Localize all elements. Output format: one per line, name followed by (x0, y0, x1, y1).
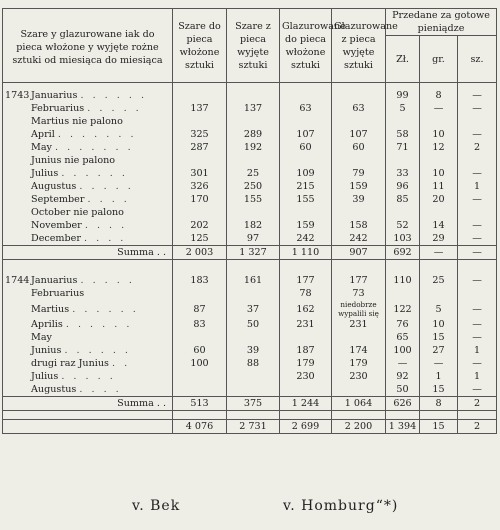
glazed-in-value: 231 (280, 318, 332, 331)
glazed-in-value (280, 383, 332, 397)
gr-value (420, 287, 458, 300)
glazed-in-value: 60 (280, 141, 332, 154)
leader-dots: . . . . . . . (55, 142, 134, 153)
summa-glazed-out: 1 064 (332, 397, 386, 411)
zl-value: 5 (386, 102, 420, 115)
month-name: May (31, 142, 52, 153)
glazed-in-value (280, 154, 332, 167)
sz-value: — (458, 219, 497, 232)
sz-value (458, 206, 497, 219)
month-row (3, 206, 497, 219)
glazed-out-value (332, 383, 386, 397)
zl-value: 76 (386, 318, 420, 331)
sz-value: 2 (458, 141, 497, 154)
total-grey-in: 4 076 (173, 420, 227, 434)
leader-dots: . . . . . (80, 275, 135, 286)
glazed-out-value (332, 83, 386, 103)
sz-value: — (458, 102, 497, 115)
gr-value: 29 (420, 232, 458, 246)
header-row (3, 9, 497, 36)
glazed-in-value: 215 (280, 180, 332, 193)
sz-value: 1 (458, 370, 497, 383)
summa-grey-in: 2 003 (173, 246, 227, 260)
gr-value: 15 (420, 383, 458, 397)
total-gr: 15 (420, 420, 458, 434)
sz-value: — (458, 232, 497, 246)
header-sz: sz. (458, 36, 497, 83)
gr-value: 10 (420, 318, 458, 331)
grey-out-value (227, 370, 280, 383)
gr-value (420, 115, 458, 128)
gr-value: 20 (420, 193, 458, 206)
glazed-in-value (280, 206, 332, 219)
month-cell (3, 154, 173, 167)
glazed-in-value: 242 (280, 232, 332, 246)
month-name: Januarius (31, 275, 78, 286)
grey-out-value: 25 (227, 167, 280, 180)
month-row (3, 370, 497, 383)
summa-zl: 692 (386, 246, 420, 260)
month-cell (3, 383, 173, 397)
glazed-in-value: 179 (280, 357, 332, 370)
month-name: Februarius (31, 288, 85, 299)
summa-label: Summa . . (3, 397, 173, 411)
zl-value: 58 (386, 128, 420, 141)
sz-value: — (458, 383, 497, 397)
total-grey-out: 2 731 (227, 420, 280, 434)
glazed-out-value (332, 206, 386, 219)
summa-gr: — (420, 246, 458, 260)
glazed-out-value: 231 (332, 318, 386, 331)
grey-out-value (227, 331, 280, 344)
glazed-in-value: 159 (280, 219, 332, 232)
month-name: November (31, 220, 82, 231)
month-name: Junius nie palono (31, 155, 116, 166)
glazed-out-value: 107 (332, 128, 386, 141)
sz-value: — (458, 167, 497, 180)
month-name: Januarius (31, 90, 78, 101)
grey-in-value: 325 (173, 128, 227, 141)
year-label: 1743 (5, 90, 30, 101)
signatures (0, 498, 500, 522)
sz-value: — (458, 357, 497, 370)
month-cell (3, 102, 173, 115)
month-name: drugi raz Junius (31, 358, 109, 369)
grey-in-value: 87 (173, 300, 227, 318)
sz-value: 1 (458, 344, 497, 357)
month-name: September (31, 194, 85, 205)
summa-glazed-out: 907 (332, 246, 386, 260)
month-row (3, 357, 497, 370)
glazed-out-value (332, 154, 386, 167)
zl-value: 33 (386, 167, 420, 180)
gr-value: 10 (420, 128, 458, 141)
gr-value: 8 (420, 83, 458, 103)
month-cell (3, 180, 173, 193)
leader-dots: . . . . . . (80, 90, 148, 101)
grey-in-value (173, 83, 227, 103)
total-zl: 1 394 (386, 420, 420, 434)
month-row (3, 102, 497, 115)
gr-value: 1 (420, 370, 458, 383)
summa-sz: — (458, 246, 497, 260)
grey-out-value: 250 (227, 180, 280, 193)
glazed-out-value (332, 331, 386, 344)
glazed-in-value: 78 (280, 287, 332, 300)
grey-in-value: 60 (173, 344, 227, 357)
leader-dots: . . . . . . (72, 303, 139, 315)
month-row (3, 232, 497, 246)
month-cell (3, 193, 173, 206)
glazed-out-value (332, 115, 386, 128)
gr-value: 10 (420, 167, 458, 180)
leader-dots: . . . . . . (65, 319, 133, 330)
header-sold: Przedane za gotowe pieniądze (386, 9, 497, 36)
leader-dots: . . . . (79, 384, 122, 395)
header-glazed-out: Glazurowane z pieca wyjęte sztuki (332, 9, 386, 83)
month-row (3, 180, 497, 193)
month-cell (3, 115, 173, 128)
month-row (3, 193, 497, 206)
month-cell (3, 344, 173, 357)
glazed-in-value: 230 (280, 370, 332, 383)
total-row (3, 420, 497, 434)
grey-out-value (227, 287, 280, 300)
header-grey-in: Szare do pieca włożone sztuki (173, 9, 227, 83)
note-text: niedobrze wypalili się (338, 300, 379, 318)
glazed-in-value (280, 115, 332, 128)
month-row (3, 331, 497, 344)
summa-glazed-in: 1 110 (280, 246, 332, 260)
month-name: Aprilis (31, 319, 63, 330)
zl-value: 52 (386, 219, 420, 232)
glazed-in-value: 187 (280, 344, 332, 357)
sz-value: — (458, 128, 497, 141)
summa-row (3, 397, 497, 411)
glazed-in-value: 107 (280, 128, 332, 141)
month-cell (3, 331, 173, 344)
gr-value: 14 (420, 219, 458, 232)
zl-value (386, 154, 420, 167)
glazed-out-value: 63 (332, 102, 386, 115)
leader-dots: . . (112, 358, 131, 369)
glazed-out-value: 177 (332, 268, 386, 287)
summa-sz: 2 (458, 397, 497, 411)
zl-value: 103 (386, 232, 420, 246)
summa-label: Summa . . (3, 246, 173, 260)
month-name: Martius (31, 303, 70, 315)
glazed-in-value: 162 (280, 300, 332, 318)
sz-value (458, 154, 497, 167)
gr-value: — (420, 102, 458, 115)
month-cell (3, 141, 173, 154)
month-name: October nie palono (31, 207, 124, 218)
month-name: Februarius (31, 103, 85, 114)
zl-value: 122 (386, 300, 420, 318)
grey-out-value (227, 206, 280, 219)
sz-value: — (458, 300, 497, 318)
leader-dots: . . . . . (87, 103, 142, 114)
grey-out-value: 161 (227, 268, 280, 287)
grey-out-value (227, 154, 280, 167)
glazed-out-value: 73 (332, 287, 386, 300)
grey-out-value (227, 383, 280, 397)
header-zl: Zł. (386, 36, 420, 83)
month-name: Augustus (31, 384, 77, 395)
month-row (3, 83, 497, 103)
glazed-out-value: 179 (332, 357, 386, 370)
glazed-in-value: 109 (280, 167, 332, 180)
sz-value: — (458, 318, 497, 331)
sz-value (458, 287, 497, 300)
header-gr: gr. (420, 36, 458, 83)
sz-value: — (458, 268, 497, 287)
sz-value: — (458, 83, 497, 103)
month-row (3, 128, 497, 141)
month-row (3, 141, 497, 154)
glazed-in-value (280, 83, 332, 103)
grey-in-value: 137 (173, 102, 227, 115)
signature-homburg: v. Homburg“*) (283, 498, 399, 514)
leader-dots: . . . . . (79, 181, 134, 192)
gr-value: 5 (420, 300, 458, 318)
leader-dots: . . . . . (61, 371, 116, 382)
zl-value: 92 (386, 370, 420, 383)
grey-in-value (173, 206, 227, 219)
zl-value: 110 (386, 268, 420, 287)
month-cell (3, 83, 173, 103)
month-name: Julius (31, 168, 59, 179)
ledger-table (2, 8, 497, 434)
grey-out-value: 39 (227, 344, 280, 357)
leader-dots: . . . . . . (61, 168, 128, 179)
summa-grey-out: 1 327 (227, 246, 280, 260)
month-cell (3, 287, 173, 300)
glazed-in-value: 63 (280, 102, 332, 115)
gr-value: 25 (420, 268, 458, 287)
zl-value (386, 115, 420, 128)
gr-value: 27 (420, 344, 458, 357)
leader-dots: . . . . . . . (57, 129, 137, 140)
month-row (3, 300, 497, 318)
month-row (3, 287, 497, 300)
grey-in-value: 183 (173, 268, 227, 287)
sz-value: — (458, 193, 497, 206)
zl-value: 65 (386, 331, 420, 344)
grey-in-value: 125 (173, 232, 227, 246)
total-glazed-out: 2 200 (332, 420, 386, 434)
grey-in-value: 301 (173, 167, 227, 180)
glazed-in-value: 177 (280, 268, 332, 287)
grey-in-value: 326 (173, 180, 227, 193)
gr-value (420, 154, 458, 167)
zl-value: — (386, 357, 420, 370)
gr-value: 12 (420, 141, 458, 154)
spacer-row (3, 260, 497, 269)
month-name: December (31, 233, 81, 244)
grey-in-value: 100 (173, 357, 227, 370)
sz-value (458, 115, 497, 128)
zl-value (386, 287, 420, 300)
summa-row (3, 246, 497, 260)
month-name: Julius (31, 371, 59, 382)
grand-total (3, 420, 497, 434)
header-glazed-in: Glazurowane do pieca włożone sztuki (280, 9, 332, 83)
month-name: April (31, 129, 55, 140)
glazed-out-value: 158 (332, 219, 386, 232)
grey-out-value (227, 115, 280, 128)
month-row (3, 154, 497, 167)
glazed-out-value: 230 (332, 370, 386, 383)
grey-out-value: 97 (227, 232, 280, 246)
summa-zl: 626 (386, 397, 420, 411)
spacer-row (3, 411, 497, 420)
leader-dots: . . . . . . (64, 345, 131, 356)
glazed-out-value: 174 (332, 344, 386, 357)
summa-grey-out: 375 (227, 397, 280, 411)
sz-value: — (458, 331, 497, 344)
header-description: Szare y glazurowane iak do pieca włożone y wyjęte rożne sztuki od miesiąca do miesiąca (3, 9, 173, 83)
month-row (3, 115, 497, 128)
zl-value (386, 206, 420, 219)
grey-out-value: 182 (227, 219, 280, 232)
year-label: 1744 (5, 275, 30, 286)
sz-value: 1 (458, 180, 497, 193)
grey-in-value: 170 (173, 193, 227, 206)
month-row (3, 167, 497, 180)
month-cell (3, 167, 173, 180)
leader-dots: . . . . (84, 220, 128, 231)
grey-in-value (173, 370, 227, 383)
gr-value: — (420, 357, 458, 370)
glazed-out-value: 79 (332, 167, 386, 180)
gr-value (420, 206, 458, 219)
grey-out-value: 155 (227, 193, 280, 206)
month-cell (3, 128, 173, 141)
grey-in-value (173, 115, 227, 128)
section-1744 (3, 268, 497, 420)
month-row (3, 383, 497, 397)
summa-gr: 8 (420, 397, 458, 411)
glazed-in-value (280, 331, 332, 344)
summa-grey-in: 513 (173, 397, 227, 411)
grey-in-value (173, 331, 227, 344)
month-cell (3, 219, 173, 232)
grey-in-value (173, 383, 227, 397)
grey-out-value: 88 (227, 357, 280, 370)
grey-out-value (227, 83, 280, 103)
month-cell (3, 370, 173, 383)
grey-in-value: 202 (173, 219, 227, 232)
month-cell (3, 357, 173, 370)
gr-value: 15 (420, 331, 458, 344)
total-glazed-in: 2 699 (280, 420, 332, 434)
leader-dots: . . . . (84, 233, 127, 244)
month-row (3, 318, 497, 331)
total-label (3, 420, 173, 434)
month-name: May (31, 332, 52, 343)
month-row (3, 219, 497, 232)
zl-value: 71 (386, 141, 420, 154)
month-cell (3, 268, 173, 287)
month-name: Junius (31, 345, 62, 356)
zl-value: 85 (386, 193, 420, 206)
zl-value: 100 (386, 344, 420, 357)
total-sz: 2 (458, 420, 497, 434)
zl-value: 50 (386, 383, 420, 397)
month-cell (3, 232, 173, 246)
month-cell (3, 318, 173, 331)
glazed-in-value: 155 (280, 193, 332, 206)
signature-bek: v. Bek (132, 498, 181, 514)
grey-out-value: 50 (227, 318, 280, 331)
month-cell (3, 300, 173, 318)
header-grey-out: Szare z pieca wyjęte sztuki (227, 9, 280, 83)
leader-dots: . . . . (87, 194, 130, 205)
month-name: Martius nie palono (31, 116, 123, 127)
zl-value: 96 (386, 180, 420, 193)
grey-in-value (173, 154, 227, 167)
glazed-out-value: 60 (332, 141, 386, 154)
glazed-out-value (332, 300, 386, 318)
zl-value: 99 (386, 83, 420, 103)
summa-glazed-in: 1 244 (280, 397, 332, 411)
gr-value: 11 (420, 180, 458, 193)
glazed-out-value: 159 (332, 180, 386, 193)
month-row (3, 344, 497, 357)
month-name: Augustus (31, 181, 77, 192)
glazed-out-value: 242 (332, 232, 386, 246)
month-cell (3, 206, 173, 219)
month-row (3, 268, 497, 287)
grey-in-value: 83 (173, 318, 227, 331)
grey-out-value: 192 (227, 141, 280, 154)
grey-out-value: 137 (227, 102, 280, 115)
grey-out-value: 37 (227, 300, 280, 318)
grey-out-value: 289 (227, 128, 280, 141)
glazed-out-value: 39 (332, 193, 386, 206)
section-1743 (3, 83, 497, 269)
grey-in-value: 287 (173, 141, 227, 154)
grey-in-value (173, 287, 227, 300)
